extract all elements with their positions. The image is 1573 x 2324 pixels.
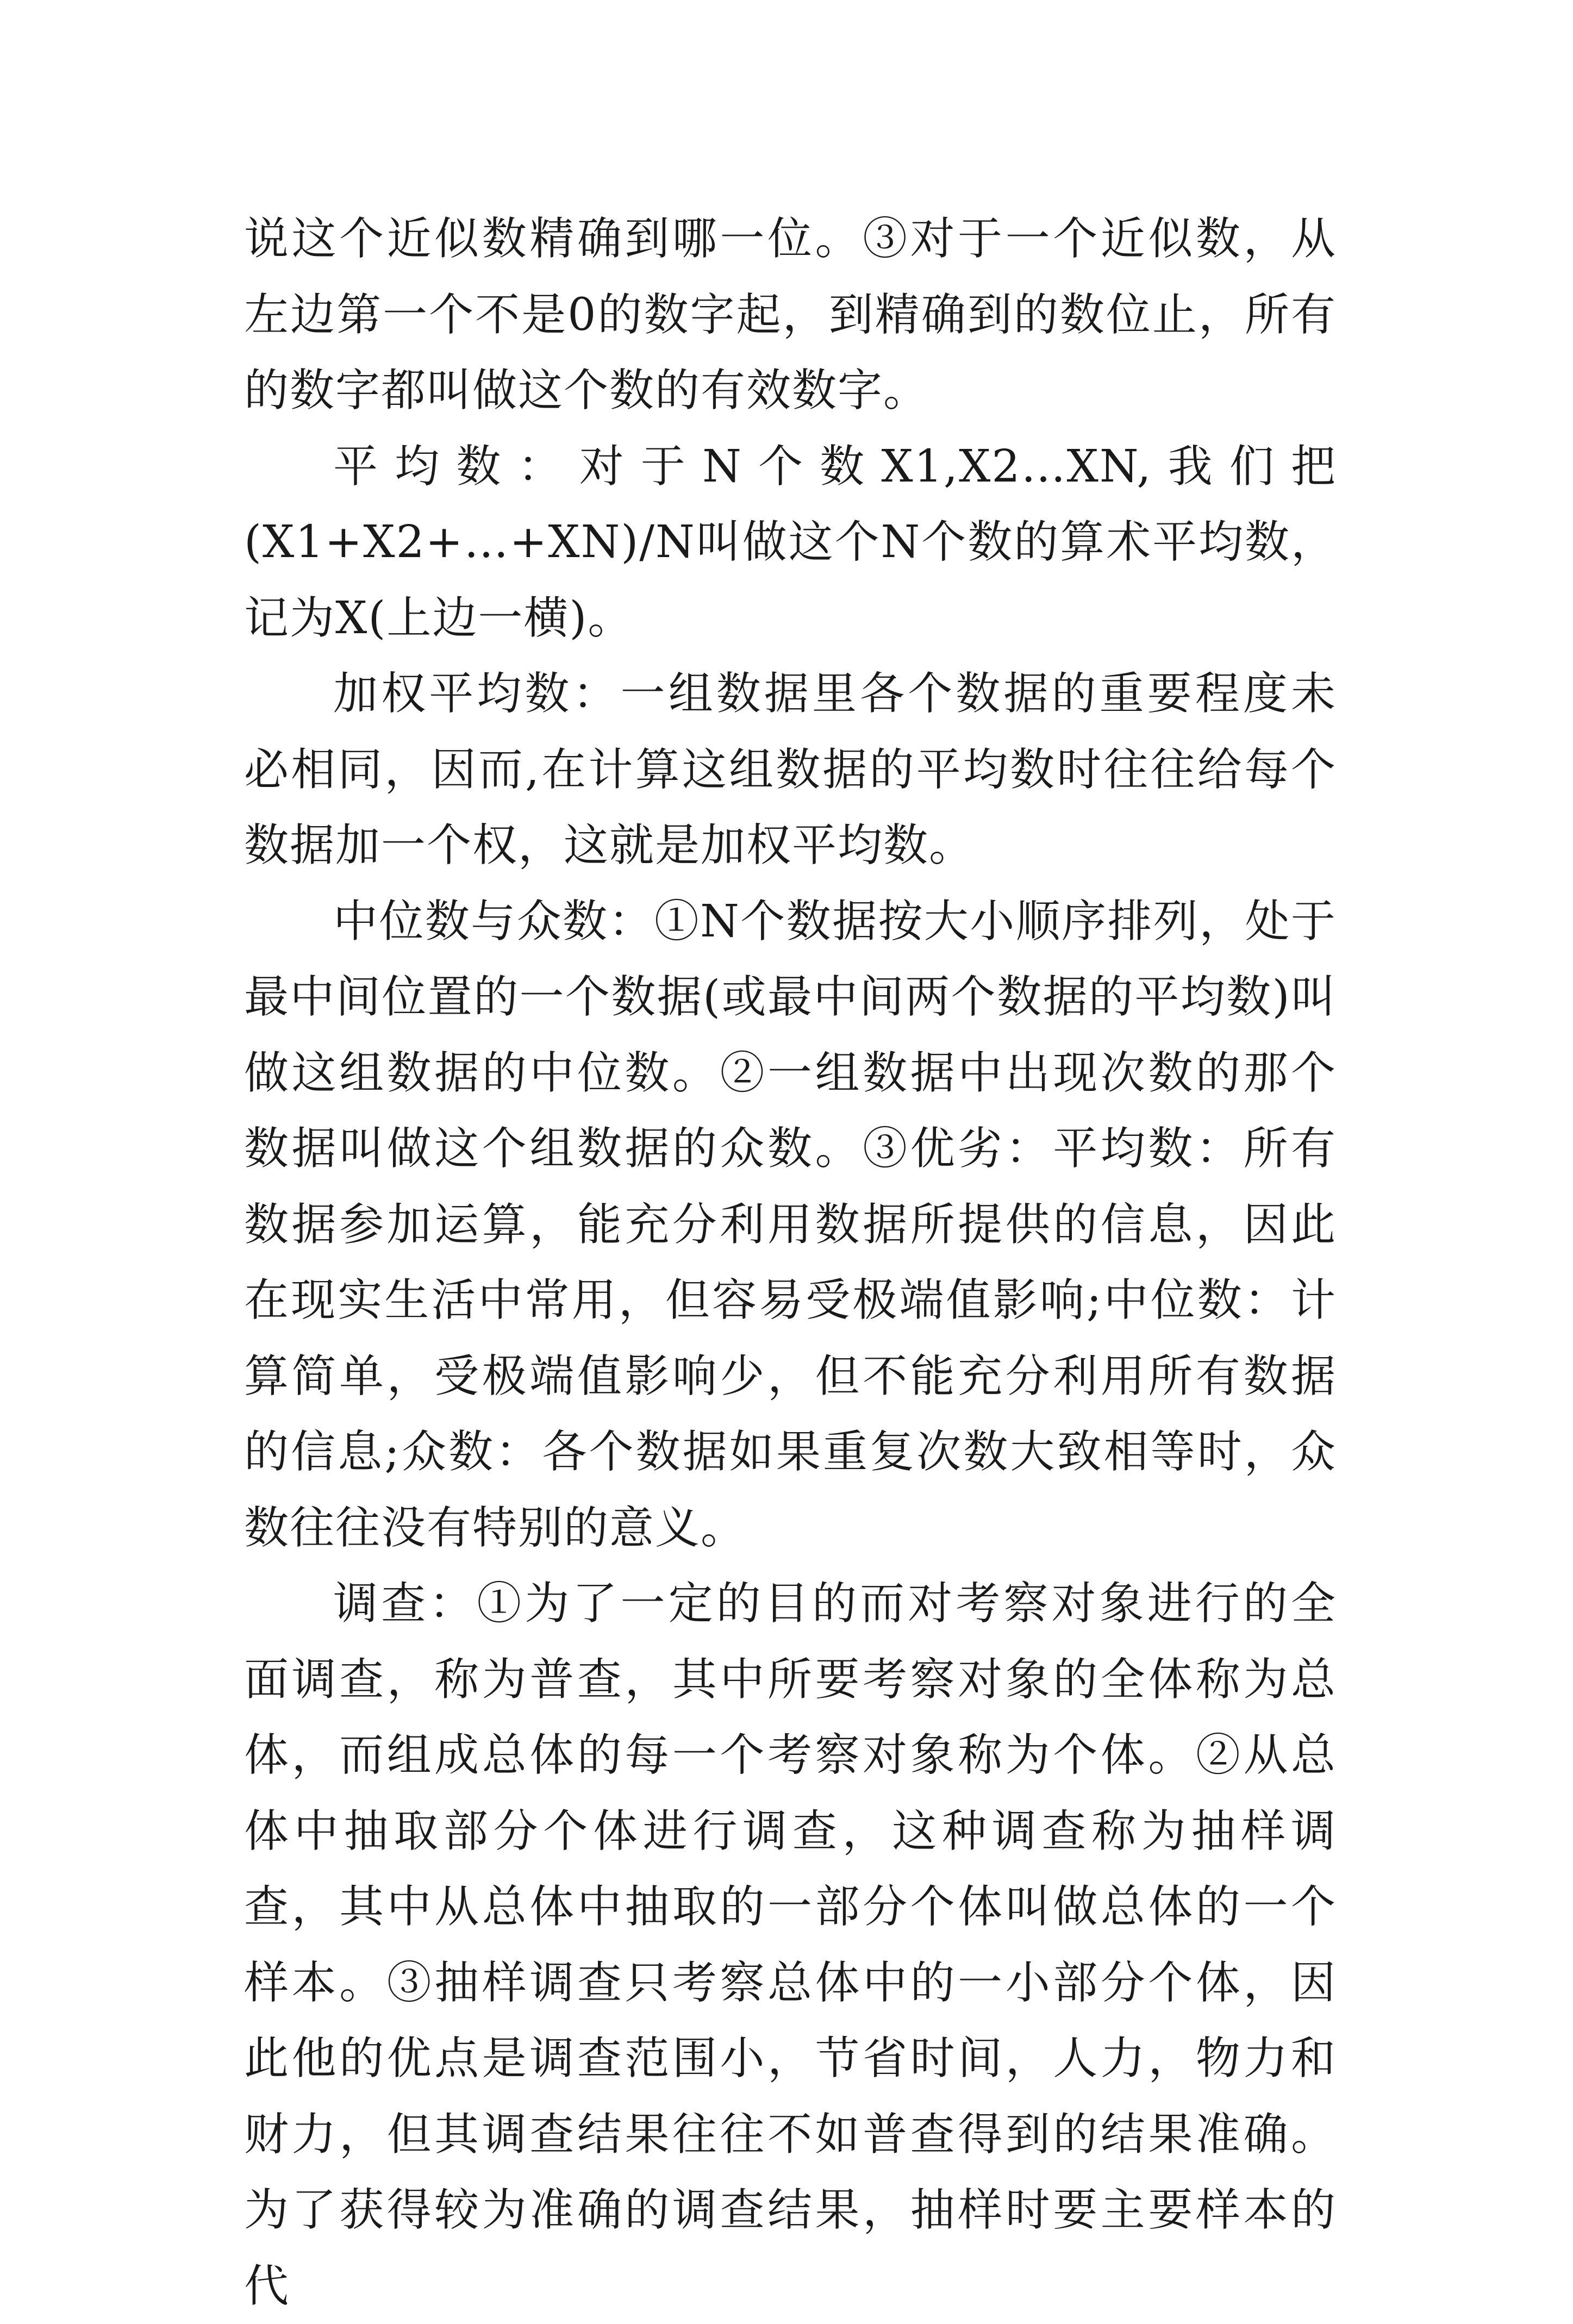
body-text [244, 201, 1337, 2324]
paragraph-survey: 调查：①为了一定的目的而对考察对象进行的全面调查，称为普查，其中所要考察对象的全体称为总体，而组成总体的每一个考察对象称为个体。②从总体中抽取部分个体进行调查，这种调查称为抽样调查，其中从总体中抽取的一部分个体叫做总体的一个样本。③抽样调查只考察总体中的一小部分个体，因此他的优点是调查范围小，节省时间，人力，物力和财力，但其调查结果往往不如普查得到的结果准确。为了获得较为准确的调查结果，抽样时要主要样本的代 [244, 1578, 1337, 2312]
paragraph-approximate-number-continued: 说这个近似数精确到哪一位。③对于一个近似数，从左边第一个不是0的数字起，到精确到的数位止，所有的数字都叫做这个数的有效数字。 [244, 213, 1337, 416]
paragraph-median-mode: 中位数与众数：①N个数据按大小顺序排列，处于最中间位置的一个数据(或最中间两个数据的平均数)叫做这组数据的中位数。②一组数据中出现次数的那个数据叫做这个组数据的众数。③优劣：平均数：所有数据参加运算，能充分利用数据所提供的信息，因此在现实生活中常用，但容易受极端值影响;中位数：计算简单，受极端值影响少，但不能充分利用所有数据的信息;众数：各个数据如果重复次数大致相等时，众数往往没有特别的意义。 [244, 895, 1337, 1554]
paragraph-weighted-mean: 加权平均数：一组数据里各个数据的重要程度未必相同，因而,在计算这组数据的平均数时往往给每个数据加一个权，这就是加权平均数。 [244, 668, 1337, 871]
paragraph-mean: 平均数：对于N个数X1,X2…XN,我们把(X1+X2+…+XN)/N叫做这个N个数的算术平均数，记为X(上边一横)。 [244, 440, 1337, 644]
